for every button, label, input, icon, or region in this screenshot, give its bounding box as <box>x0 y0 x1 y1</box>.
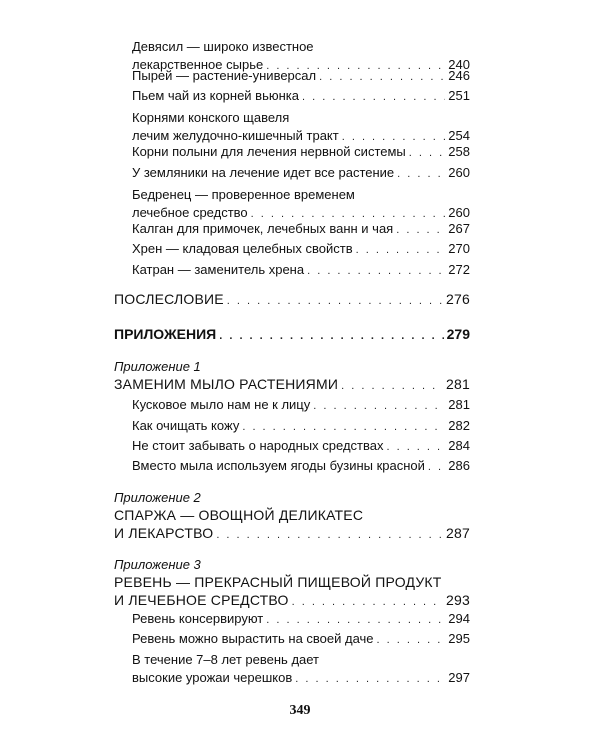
toc-entry-text: Пырей — растение-универсал <box>132 68 317 83</box>
page-ref: 276 <box>446 291 470 307</box>
toc-entry[interactable] <box>132 630 470 649</box>
leader-dots <box>266 611 445 629</box>
leader-dots <box>396 221 445 239</box>
leader-dots <box>307 262 445 280</box>
toc-entry-text: высокие урожаи черешков <box>132 670 293 685</box>
toc-entry-line: Бедренец — проверенное временем <box>132 187 355 202</box>
page-ref: 282 <box>448 418 470 433</box>
toc-entry-text: лечим желудочно-кишечный тракт <box>132 128 339 143</box>
toc-entry[interactable] <box>132 87 470 106</box>
leader-dots <box>397 165 445 183</box>
toc-entry[interactable] <box>132 261 470 280</box>
toc-entry[interactable] <box>132 67 470 86</box>
toc-entry-text: Ревень можно вырастить на своей даче <box>132 631 374 646</box>
page-ref: 254 <box>448 128 470 143</box>
page-ref: 251 <box>448 88 470 103</box>
toc-entry-text: Вместо мыла используем ягоды бузины красной <box>132 458 425 473</box>
page-ref: 293 <box>446 592 470 608</box>
leader-dots <box>302 88 445 106</box>
page-ref: 270 <box>448 241 470 256</box>
leader-dots <box>292 593 443 611</box>
toc-entry[interactable] <box>132 143 470 162</box>
page-ref: 295 <box>448 631 470 646</box>
page-ref: 297 <box>448 670 470 685</box>
leader-dots <box>341 377 443 395</box>
appendix-3-title[interactable] <box>114 573 470 611</box>
toc-entry-text: У земляники на лечение идет все растение <box>132 165 395 180</box>
leader-dots <box>242 418 445 436</box>
toc-entry-text: Корни полыни для лечения нервной системы <box>132 144 406 159</box>
toc-afterword[interactable] <box>114 290 470 310</box>
toc-entry[interactable] <box>132 240 470 259</box>
leader-dots <box>295 670 445 688</box>
toc-entry-text: Катран — заменитель хрена <box>132 262 305 277</box>
appendix-1-label: Приложение 1 <box>114 359 201 374</box>
leader-dots <box>377 631 446 649</box>
page-ref: 281 <box>448 397 470 412</box>
leader-dots <box>428 458 445 476</box>
toc-entry-line: В течение 7–8 лет ревень дает <box>132 652 320 667</box>
toc-entry-text: Ревень консервируют <box>132 611 264 626</box>
page-ref: 260 <box>448 205 470 220</box>
leader-dots <box>216 526 443 544</box>
appendix-1-title[interactable] <box>114 375 470 395</box>
page-number: 349 <box>289 703 311 718</box>
leader-dots <box>319 68 445 86</box>
toc-entry-text: лекарственное сырье <box>132 57 264 72</box>
page-ref: 286 <box>448 458 470 473</box>
leader-dots <box>313 397 445 415</box>
leader-dots <box>356 241 446 259</box>
toc-entry-text: Не стоит забывать о народных средствах <box>132 438 384 453</box>
toc-entry[interactable] <box>132 651 470 688</box>
toc-entry-text: И ЛЕЧЕБНОЕ СРЕДСТВО <box>114 592 289 608</box>
toc-entry-line: РЕВЕНЬ — ПРЕКРАСНЫЙ ПИЩЕВОЙ ПРОДУКТ <box>114 574 442 590</box>
toc-entry[interactable] <box>132 186 470 223</box>
page-ref: 246 <box>448 68 470 83</box>
leader-dots <box>219 327 443 345</box>
toc-entry-line: Девясил — широко известное <box>132 39 314 54</box>
toc-entry[interactable] <box>132 164 470 183</box>
toc-entry-text: лечебное средство <box>132 205 248 220</box>
toc-entry-text: Пьем чай из корней вьюнка <box>132 88 299 103</box>
toc-entry-text: Калган для примочек, лечебных ванн и чая <box>132 221 394 236</box>
toc-entry-text: И ЛЕКАРСТВО <box>114 525 214 541</box>
page-ref: 281 <box>446 376 470 392</box>
toc-appendices-heading[interactable] <box>114 325 470 345</box>
toc-entry[interactable] <box>132 396 470 415</box>
leader-dots <box>409 144 446 162</box>
leader-dots <box>386 438 445 456</box>
page-ref: 294 <box>448 611 470 626</box>
page-ref: 287 <box>446 525 470 541</box>
toc-entry-text: ПРИЛОЖЕНИЯ <box>114 326 217 342</box>
toc-entry[interactable] <box>132 220 470 239</box>
toc-entry[interactable] <box>132 610 470 629</box>
page-ref: 279 <box>446 326 470 342</box>
appendix-2-title[interactable] <box>114 506 470 544</box>
toc-entry-text: Хрен — кладовая целебных свойств <box>132 241 353 256</box>
toc-entry-line: СПАРЖА — ОВОЩНОЙ ДЕЛИКАТЕС <box>114 507 364 523</box>
page-ref: 272 <box>448 262 470 277</box>
appendix-3-label: Приложение 3 <box>114 557 201 572</box>
toc-entry-text: Кусковое мыло нам не к лицу <box>132 397 311 412</box>
toc-entry[interactable] <box>132 109 470 146</box>
toc-entry[interactable] <box>132 457 470 476</box>
toc-entry[interactable] <box>132 437 470 456</box>
toc-entry-text: Как очищать кожу <box>132 418 240 433</box>
page-ref: 260 <box>448 165 470 180</box>
page-ref: 267 <box>448 221 470 236</box>
toc-entry-line: Корнями конского щавеля <box>132 110 290 125</box>
page-ref: 284 <box>448 438 470 453</box>
appendix-2-label: Приложение 2 <box>114 490 201 505</box>
leader-dots <box>227 292 443 310</box>
page-ref: 240 <box>448 57 470 72</box>
page-ref: 258 <box>448 144 470 159</box>
toc-entry[interactable] <box>132 417 470 436</box>
toc-entry-text: ПОСЛЕСЛОВИЕ <box>114 291 224 307</box>
toc-entry-text: ЗАМЕНИМ МЫЛО РАСТЕНИЯМИ <box>114 376 339 392</box>
